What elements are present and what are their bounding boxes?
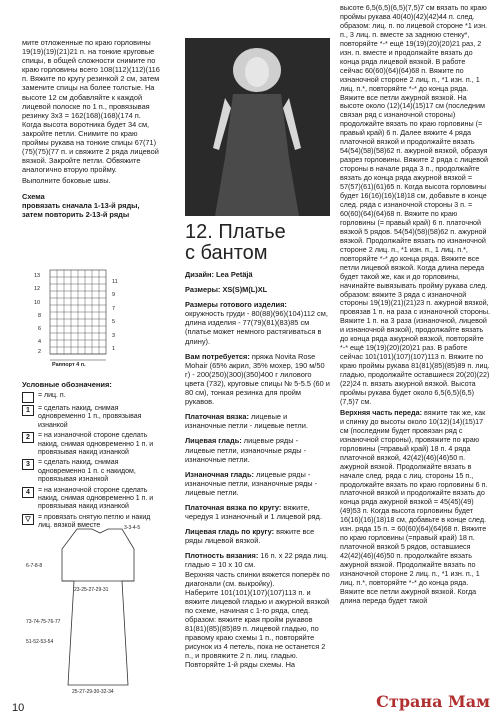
svg-text:3: 3	[112, 333, 116, 339]
stitch-label: Изнаночная гладь:	[185, 469, 254, 479]
gauge-text: 16 п. х 22 ряда лиц. гладью = 10 х 10 см.	[185, 551, 328, 570]
legend-text: = сделать накид, снимая одновременно 1 п. с накидом, провязывая изнанкой	[38, 459, 136, 484]
paragraph: мите отложенные по краю горловины 19(19)(19)(21)21 п. на тонкие круговые спицы, в общей сложности снимите по краю горловины всего 108(112)(112)(116 п. Вяжите по кругу резинкой 2 см, затем замените спицы на более толстые. На высоте 12 см добавляйте к каждой лицевой полоске по 1 п., провязывая резинку 3х3 = 162(168)(168)(174 п. Когда высота воротника будет 34 см, закройте петли. Снимите по краю проймы рукава на тонкие спицы 67(71)(75)(75)(77 п. и свяжите 2 ряда лицевой вязкой. Закройте петли. Обвяжите аналогично вторую пройму.	[22, 38, 160, 175]
legend-item	[22, 432, 162, 457]
svg-text:12: 12	[34, 286, 41, 292]
legend-item	[22, 487, 162, 512]
stitch-text: вяжите все ряды лицевой вязкой.	[185, 527, 315, 546]
section-text: вяжите так же, как и спинку до высоты около 10(12)(14)(15)17 см (последним будет провязан ряд с изнаночной стороны), провяжите по краю горловины (=правый край) 18 п. 4 ряда платочной вязкой, 42(42)(46)(46)50 п. ажурной вязкой. Продолжайте вязать в начале след. ряда с лиц. стороны 15 п., продолжайте вязать по краю горловины 6 п. платочной вязкой и продолжайте вязать до конца ряда ажурной вязкой = 45(45)(49)(49)53 п. Когда высота горловины будет 16(16)(16)(18)18 см, добавьте в конце след. изн. ряда 15 п. = 60(60)(64)(64)68 п. Вяжите по краю горловины (=правый край) 18 п. платочной вязкой 5 рядов, оставшиеся 42(42)(46)(46)50 п. продолжайте вязать ажурной вязкой. Продолжайте вязать по изнаночной стороне 2 лиц. п., *1 изн. п., 1 лиц. п.*, повторяйте *-* до конца ряда. Вяжите все петли ажурной вязкой. Когда длина переда будет такой	[340, 407, 488, 605]
designer-name: Lea Petäjä	[216, 270, 253, 279]
stitch-label: Платочная вязка:	[185, 412, 249, 422]
legend-item	[22, 392, 162, 403]
need-text: пряжа Novita Rose Mohair (65% акрил, 35% мохер, 190 м/50 г) - 200(250)(300)(350)400 г лилового цвета (732), круговые спицы № 5-5.5 (60 и 80 см), тонкая резинка для пройм рукавов.	[185, 351, 330, 407]
legend-text: = сделать накид, снимая одновременно 1 п., провязывая изнанкой	[38, 405, 142, 429]
legend	[22, 380, 162, 533]
section-label: Верхняя часть переда:	[340, 407, 422, 417]
legend-text: = на изнаночной стороне сделать накид, снимая одновременно 1 п. и провязывая накид изнанкой	[38, 432, 154, 457]
paragraph: Наберите 101(101)(107)(107)113 п. и вяжите лицевой гладью и ажурной вязкой по схеме, начиная с 1-го ряда, след. образом: вяжите края пройм рукавов 81(81)(85)(85)89 п. лицевой гладью, по правому краю схемы 1 п., повторяйте рисунок из 4 петель, пока не останется 2 п., и провяжите 2 п. лиц. гладью. Повторяйте 1-й ряды схемы. На	[185, 587, 330, 670]
legend-symbol: 4	[22, 487, 34, 498]
legend-symbol: ▽	[22, 514, 34, 525]
legend-symbol	[22, 392, 34, 403]
title-line: 12. Платье	[185, 221, 286, 243]
scheme-title: Схема	[22, 191, 45, 201]
svg-text:11: 11	[112, 279, 118, 285]
stitch-chart	[22, 268, 162, 368]
page-number: 10	[12, 702, 25, 714]
legend-text: = на изнаночной стороне сделать накид, снимая одновременно 1 п. и провязывая накид изнанкой	[38, 486, 154, 511]
svg-text:9: 9	[112, 292, 116, 298]
need-label: Вам потребуется:	[185, 351, 250, 361]
title-line: с бантом	[185, 242, 268, 264]
middle-column	[185, 222, 330, 670]
svg-text:4: 4	[38, 339, 42, 345]
legend-text: = провязать снятую петлю и накид лиц. вязкой вместе	[38, 513, 151, 530]
svg-text:2: 2	[38, 349, 42, 355]
left-column	[22, 38, 162, 219]
scheme-subtitle: провязать сначала 1-13-й ряды, затем повторить 2-13-й ряды	[22, 200, 140, 219]
stitch-text: лицевые и изнаночные петли - лицевые петли.	[185, 412, 308, 431]
schem-label: 51-52-53-54	[26, 639, 54, 645]
stitch-label: Лицевая гладь:	[185, 436, 242, 446]
svg-text:10: 10	[34, 300, 41, 306]
legend-item	[22, 405, 162, 430]
ready-text: окружность груди - 80(88)(96)(104)112 см, длина изделия - 77(79)(81)(83)85 см (платье может немного растягиваться в длину).	[185, 309, 328, 346]
garment-schematic	[22, 523, 162, 695]
svg-text:7: 7	[112, 306, 116, 312]
legend-symbol: 3	[22, 459, 34, 470]
pattern-title	[185, 222, 330, 264]
svg-text:5: 5	[112, 319, 116, 325]
gauge-label: Плотность вязания:	[185, 551, 259, 561]
rapport-label: Раппорт 4 п.	[52, 362, 86, 368]
legend-symbol: 1	[22, 405, 34, 416]
paragraph: Выполните боковые швы.	[22, 176, 111, 186]
legend-symbol: 2	[22, 432, 34, 443]
schem-label: 73-74-75-76-77	[26, 619, 61, 625]
paragraph: высоте 6,5(6,5)(6,5)(7,5)7 см вязать по краю проймы рукава 40(40)(42)(42)44 п. след. образом: лиц. п. по лицевой стороне *1 изн. п., 3 лиц. п. вместе за заднюю стенку*, повторяйте *-* ещё 19(19)(20)(20)21 раз, 2 изн. п. вместе и продолжайте вязать до конца ряда лицевой вязкой. В работе сейчас 60(60)(64)(64)68 п. Вяжите по изнаночной стороне 2 лиц. п., *1 изн. п., 1 лиц. п.*, повторяйте *-* до конца ряда. Вяжите все петли ажурной вязкой. На высоте около (12)(14)(15)17 см (последним связан ряд с изнаночной стороны) продолжайте вязать по краю горловины (= правый край) 6 п. Далее вяжите 4 ряда платочной вязкой и продолжайте вязать 54(54)(58)(58)62 п. ажурной вязкой, образуя разрез горловины. Вяжите 2 ряда с лицевой стороны в начале ряда 3 п., продолжайте вязать до конца ряда ажурной вязкой = 57(57)(61)(61)65 п. Когда высота горловины будет 16(16)(16)(18)18 см, добавьте в конце след. ряда с изнаночной стороны 3 п. = 60(60)(64)(64)68 п. Вяжите по краю горловины (= правый край) 6 п. платочной вязкой 5 рядов. 54(54)(58)(58)62 п. ажурной вязкой. Продолжайте вязать по изнаночной стороне 2 лиц. п., *1 изн. п., 1 лиц. п.*, повторяйте *-* до конца ряда. Вяжите все петли лицевой вязкой. Когда длина переда будет такой же, как и до горловины, начинайте вывязывать пройму рукава след. образом: вяжите 3 ряда с изнаночной стороны 19(19)(21)(21)23 п. ажурной вязкой, провязав 1 п. на раза с изнаночной стороны. Вяжите 1 п. на 3 раза (изнаночной, лицевой и изнаночной вязкой), продолжайте вязать до конца ряда ажурной вязкой, повторяйте *-* ещё 19(19)(20)(20)21 раз. В работе сейчас 101(101)(107)(107)113 п. Вяжите по краю проймы рукава 81(81)(85)(85)89 п. лиц. гладью, продолжайте оставшиеся 20(20)(22)(22)24 п. вязать ажурной вязкой. Высота проймы рукава будет около 6,5(6,5)(6,5)(7,5)7 см.	[340, 3, 490, 406]
svg-text:6: 6	[38, 326, 42, 332]
designer-label: Дизайн:	[185, 270, 214, 279]
stitch-label: Лицевая гладь по кругу:	[185, 527, 275, 537]
ready-label: Размеры готового изделия:	[185, 300, 287, 310]
stitch-text: вяжите, чередуя 1 изнаночный и 1 лицевой ряд.	[185, 502, 322, 522]
legend-text: = лиц. п.	[38, 392, 66, 399]
paragraph: Верхняя часть спинки вяжется поперёк по диагонали (см. выкройку).	[185, 569, 330, 588]
site-watermark: Страна Мам	[376, 692, 490, 711]
stitch-text: лицевые ряды - лицевые петли, изнаночные ряды - изнаночные петли.	[185, 436, 307, 464]
legend-item	[22, 459, 162, 484]
schem-label: 6-7-8-8	[26, 563, 43, 569]
schem-label: 23-25-27-29-31	[74, 587, 109, 593]
schem-label: 25-27-29-30-32-34	[72, 689, 114, 695]
schem-label: 3-3-4-5	[124, 525, 141, 531]
svg-text:13: 13	[34, 273, 41, 279]
svg-text:1: 1	[112, 346, 116, 352]
right-column	[340, 4, 490, 606]
size-value: XS(S)M(L)XL	[222, 285, 268, 295]
legend-title: Условные обозначения:	[22, 380, 112, 389]
stitch-label: Платочная вязка по кругу:	[185, 502, 282, 512]
size-label: Размеры:	[185, 285, 221, 295]
dress-photo	[185, 38, 330, 216]
svg-text:8: 8	[38, 313, 42, 319]
stitch-text: лицевые ряды - изнаночные петли, изнаночные ряды - лицевые петли.	[185, 469, 318, 497]
